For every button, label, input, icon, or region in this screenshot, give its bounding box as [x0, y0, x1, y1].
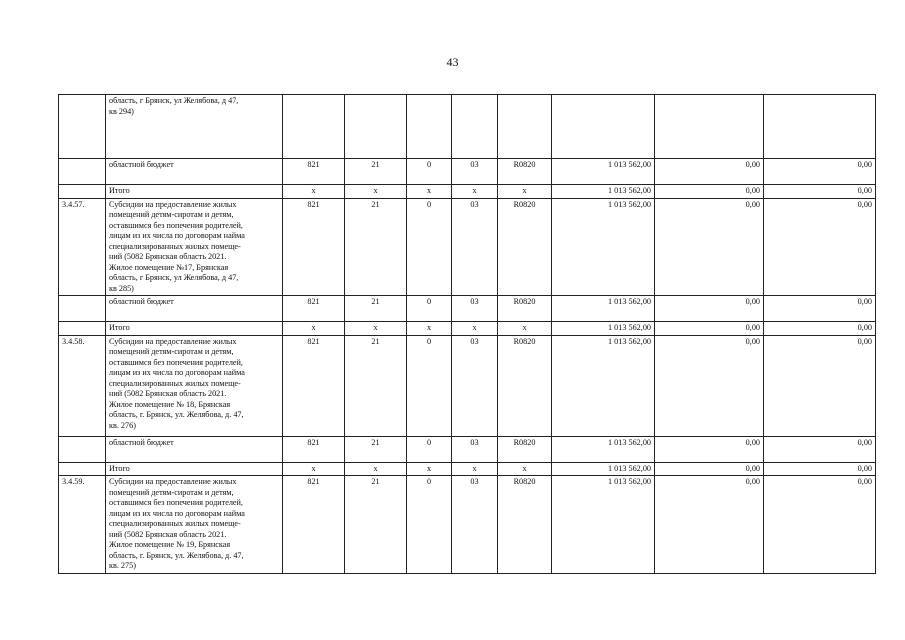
- code-csr-cell: R0820: [498, 296, 552, 322]
- description-cell: Итого: [106, 185, 283, 199]
- code-csr-cell: [498, 95, 552, 159]
- code-gr-cell: 821: [283, 296, 345, 322]
- table-row-source: [59, 296, 876, 322]
- code-sub-cell: 03: [452, 296, 498, 322]
- table-row-total: [59, 462, 876, 476]
- code-sub-cell: x: [452, 185, 498, 199]
- amount-year3-cell: 0,00: [764, 462, 876, 476]
- row-number-cell: [59, 185, 106, 199]
- code-rz-cell: 21: [345, 159, 407, 185]
- amount-year2-cell: 0,00: [655, 159, 764, 185]
- code-sub-cell: x: [452, 462, 498, 476]
- row-number-cell: [59, 95, 106, 159]
- code-sub-cell: 03: [452, 476, 498, 574]
- amount-cell: 1 013 562,00: [552, 296, 655, 322]
- code-pr-cell: x: [407, 462, 452, 476]
- code-sub-cell: [452, 95, 498, 159]
- table-row: [59, 95, 876, 159]
- code-sub-cell: 03: [452, 159, 498, 185]
- code-pr-cell: [407, 95, 452, 159]
- amount-cell: 1 013 562,00: [552, 322, 655, 336]
- amount-year3-cell: 0,00: [764, 476, 876, 574]
- row-number-cell: [59, 296, 106, 322]
- code-sub-cell: 03: [452, 436, 498, 462]
- table-row-total: [59, 322, 876, 336]
- amount-year3-cell: 0,00: [764, 322, 876, 336]
- amount-cell: 1 013 562,00: [552, 462, 655, 476]
- code-csr-cell: R0820: [498, 476, 552, 574]
- code-gr-cell: 821: [283, 436, 345, 462]
- amount-year3-cell: 0,00: [764, 296, 876, 322]
- code-pr-cell: 0: [407, 296, 452, 322]
- code-gr-cell: 821: [283, 159, 345, 185]
- code-rz-cell: x: [345, 462, 407, 476]
- code-csr-cell: R0820: [498, 335, 552, 436]
- description-cell: Субсидии на предоставление жилых помещений детям-сиротам и детям, оставшимся без попечения родителей, лицам из их числа по договорам найма специализированных жилых помеще- ний (5082 Брянская область 2021. Жилое помещение № 18, Брянская область, г. Брянск, ул. Желябова, д. 47, кв. 276): [106, 335, 283, 436]
- amount-year2-cell: 0,00: [655, 296, 764, 322]
- code-rz-cell: 21: [345, 476, 407, 574]
- amount-year3-cell: 0,00: [764, 185, 876, 199]
- code-gr-cell: x: [283, 185, 345, 199]
- code-rz-cell: 21: [345, 198, 407, 296]
- code-pr-cell: x: [407, 185, 452, 199]
- code-sub-cell: x: [452, 322, 498, 336]
- amount-year2-cell: 0,00: [655, 185, 764, 199]
- code-sub-cell: 03: [452, 335, 498, 436]
- description-cell: областной бюджет: [106, 296, 283, 322]
- amount-cell: 1 013 562,00: [552, 198, 655, 296]
- description-cell: область, г Брянск, ул Желябова, д 47, кв 294): [106, 95, 283, 159]
- amount-cell: 1 013 562,00: [552, 476, 655, 574]
- amount-year2-cell: 0,00: [655, 335, 764, 436]
- code-gr-cell: 821: [283, 476, 345, 574]
- code-sub-cell: 03: [452, 198, 498, 296]
- code-pr-cell: 0: [407, 476, 452, 574]
- table-row: [59, 476, 876, 574]
- code-rz-cell: [345, 95, 407, 159]
- code-gr-cell: x: [283, 462, 345, 476]
- code-rz-cell: x: [345, 322, 407, 336]
- description-cell: Субсидии на предоставление жилых помещений детям-сиротам и детям, оставшимся без попечения родителей, лицам из их числа по договорам найма специализированных жилых помеще- ний (5082 Брянская область 2021. Жилое помещение № 19, Брянская область, г. Брянск, ул. Желябова, д. 47, кв. 275): [106, 476, 283, 574]
- code-rz-cell: 21: [345, 296, 407, 322]
- code-gr-cell: 821: [283, 198, 345, 296]
- table-row: [59, 198, 876, 296]
- row-number-cell: 3.4.57.: [59, 198, 106, 296]
- amount-year3-cell: 0,00: [764, 436, 876, 462]
- code-gr-cell: x: [283, 322, 345, 336]
- row-number-cell: [59, 436, 106, 462]
- code-pr-cell: 0: [407, 159, 452, 185]
- code-csr-cell: x: [498, 185, 552, 199]
- code-rz-cell: x: [345, 185, 407, 199]
- amount-cell: 1 013 562,00: [552, 335, 655, 436]
- description-cell: областной бюджет: [106, 436, 283, 462]
- code-pr-cell: x: [407, 322, 452, 336]
- amount-year2-cell: 0,00: [655, 436, 764, 462]
- amount-year2-cell: 0,00: [655, 462, 764, 476]
- amount-year3-cell: 0,00: [764, 159, 876, 185]
- budget-table: [58, 94, 876, 574]
- code-pr-cell: 0: [407, 335, 452, 436]
- amount-year3-cell: 0,00: [764, 335, 876, 436]
- description-cell: Итого: [106, 322, 283, 336]
- amount-year2-cell: 0,00: [655, 198, 764, 296]
- row-number-cell: [59, 462, 106, 476]
- code-gr-cell: [283, 95, 345, 159]
- code-pr-cell: 0: [407, 436, 452, 462]
- amount-year2-cell: 0,00: [655, 476, 764, 574]
- row-number-cell: [59, 159, 106, 185]
- code-csr-cell: R0820: [498, 436, 552, 462]
- row-number-cell: 3.4.59.: [59, 476, 106, 574]
- amount-year3-cell: 0,00: [764, 198, 876, 296]
- code-csr-cell: x: [498, 462, 552, 476]
- amount-cell: 1 013 562,00: [552, 159, 655, 185]
- amount-cell: 1 013 562,00: [552, 185, 655, 199]
- code-gr-cell: 821: [283, 335, 345, 436]
- amount-cell: [552, 95, 655, 159]
- row-number-cell: 3.4.58.: [59, 335, 106, 436]
- amount-year2-cell: 0,00: [655, 322, 764, 336]
- amount-year3-cell: [764, 95, 876, 159]
- table-row-source: [59, 436, 876, 462]
- row-number-cell: [59, 322, 106, 336]
- code-csr-cell: R0820: [498, 198, 552, 296]
- table-row-total: [59, 185, 876, 199]
- code-pr-cell: 0: [407, 198, 452, 296]
- table-row-source: [59, 159, 876, 185]
- page-number: 43: [446, 55, 459, 69]
- code-csr-cell: R0820: [498, 159, 552, 185]
- code-csr-cell: x: [498, 322, 552, 336]
- amount-cell: 1 013 562,00: [552, 436, 655, 462]
- amount-year2-cell: [655, 95, 764, 159]
- description-cell: областной бюджет: [106, 159, 283, 185]
- description-cell: Итого: [106, 462, 283, 476]
- description-cell: Субсидии на предоставление жилых помещений детям-сиротам и детям, оставшимся без попечения родителей, лицам из их числа по договорам найма специализированных жилых помеще- ний (5082 Брянская область 2021. Жилое помещение №17, Брянская область, г Брянск, ул Желябова, д 47, кв 285): [106, 198, 283, 296]
- code-rz-cell: 21: [345, 436, 407, 462]
- table-row: [59, 335, 876, 436]
- code-rz-cell: 21: [345, 335, 407, 436]
